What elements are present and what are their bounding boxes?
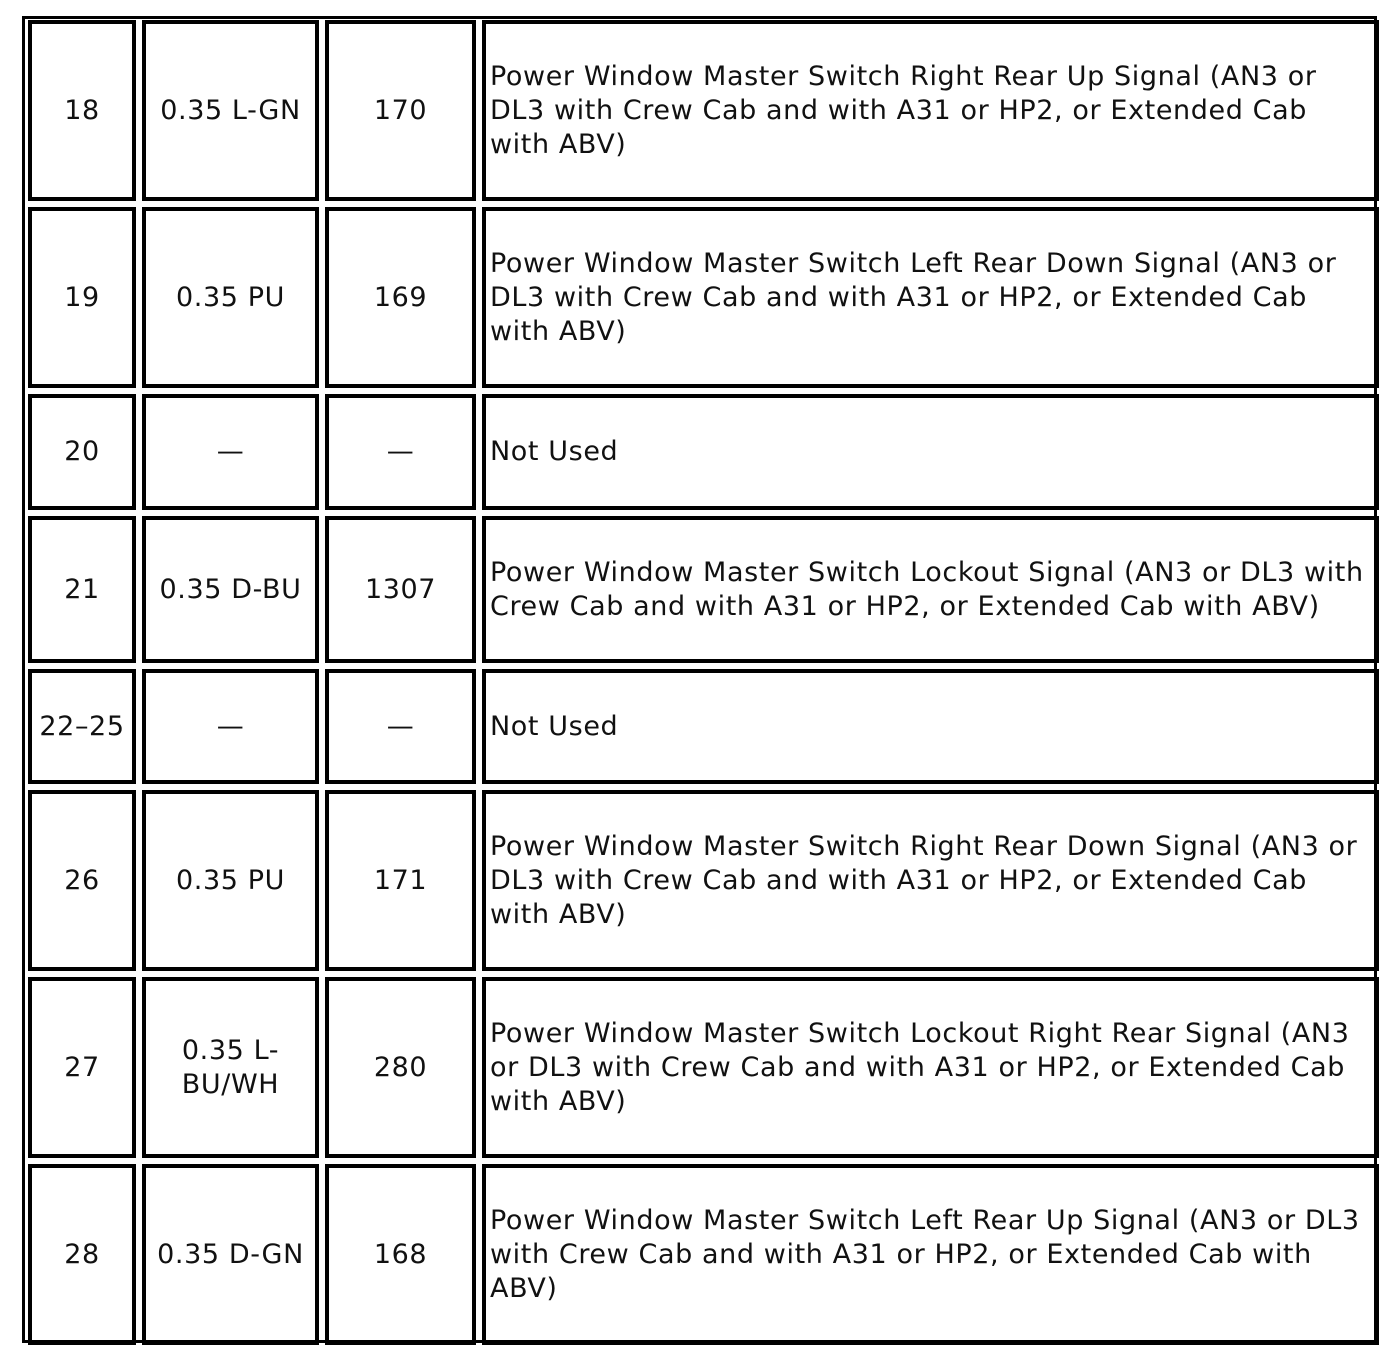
function-cell: Not Used xyxy=(482,669,1379,784)
circuit-cell: 170 xyxy=(325,20,476,201)
pin-cell: 21 xyxy=(28,516,136,663)
circuit-cell: — xyxy=(325,394,476,510)
pin-cell: 27 xyxy=(28,977,136,1158)
function-cell: Power Window Master Switch Right Rear Down Signal (AN3 or DL3 with Crew Cab and with A31 or HP2, or Extended Cab with ABV) xyxy=(482,790,1379,971)
table-row xyxy=(28,669,1379,784)
table-row xyxy=(28,1164,1379,1345)
pin-cell: 26 xyxy=(28,790,136,971)
function-cell: Power Window Master Switch Left Rear Down Signal (AN3 or DL3 with Crew Cab and with A31 or HP2, or Extended Cab with ABV) xyxy=(482,207,1379,388)
wire-cell: 0.35 PU xyxy=(142,207,319,388)
function-cell: Power Window Master Switch Lockout Signal (AN3 or DL3 with Crew Cab and with A31 or HP2, or Extended Cab with ABV) xyxy=(482,516,1379,663)
function-cell: Not Used xyxy=(482,394,1379,510)
wire-cell: 0.35 L-BU/WH xyxy=(142,977,319,1158)
wire-cell: 0.35 L-GN xyxy=(142,20,319,201)
circuit-cell: 280 xyxy=(325,977,476,1158)
circuit-cell: 1307 xyxy=(325,516,476,663)
connector-pinout-table xyxy=(22,14,1385,1351)
table-row xyxy=(28,394,1379,510)
wire-cell: — xyxy=(142,394,319,510)
table-row xyxy=(28,207,1379,388)
pin-cell: 20 xyxy=(28,394,136,510)
table-row xyxy=(28,790,1379,971)
pin-cell: 18 xyxy=(28,20,136,201)
table-row xyxy=(28,20,1379,201)
table-row xyxy=(28,977,1379,1158)
circuit-cell: 169 xyxy=(325,207,476,388)
table-row xyxy=(28,516,1379,663)
circuit-cell: 168 xyxy=(325,1164,476,1345)
circuit-cell: 171 xyxy=(325,790,476,971)
wire-cell: 0.35 D-GN xyxy=(142,1164,319,1345)
wire-cell: — xyxy=(142,669,319,784)
pin-cell: 28 xyxy=(28,1164,136,1345)
wire-cell: 0.35 PU xyxy=(142,790,319,971)
function-cell: Power Window Master Switch Right Rear Up Signal (AN3 or DL3 with Crew Cab and with A31 or HP2, or Extended Cab with ABV) xyxy=(482,20,1379,201)
pin-cell: 22–25 xyxy=(28,669,136,784)
pin-cell: 19 xyxy=(28,207,136,388)
circuit-cell: — xyxy=(325,669,476,784)
function-cell: Power Window Master Switch Lockout Right Rear Signal (AN3 or DL3 with Crew Cab and with A31 or HP2, or Extended Cab with ABV) xyxy=(482,977,1379,1158)
function-cell: Power Window Master Switch Left Rear Up Signal (AN3 or DL3 with Crew Cab and with A31 or HP2, or Extended Cab with ABV) xyxy=(482,1164,1379,1345)
wire-cell: 0.35 D-BU xyxy=(142,516,319,663)
